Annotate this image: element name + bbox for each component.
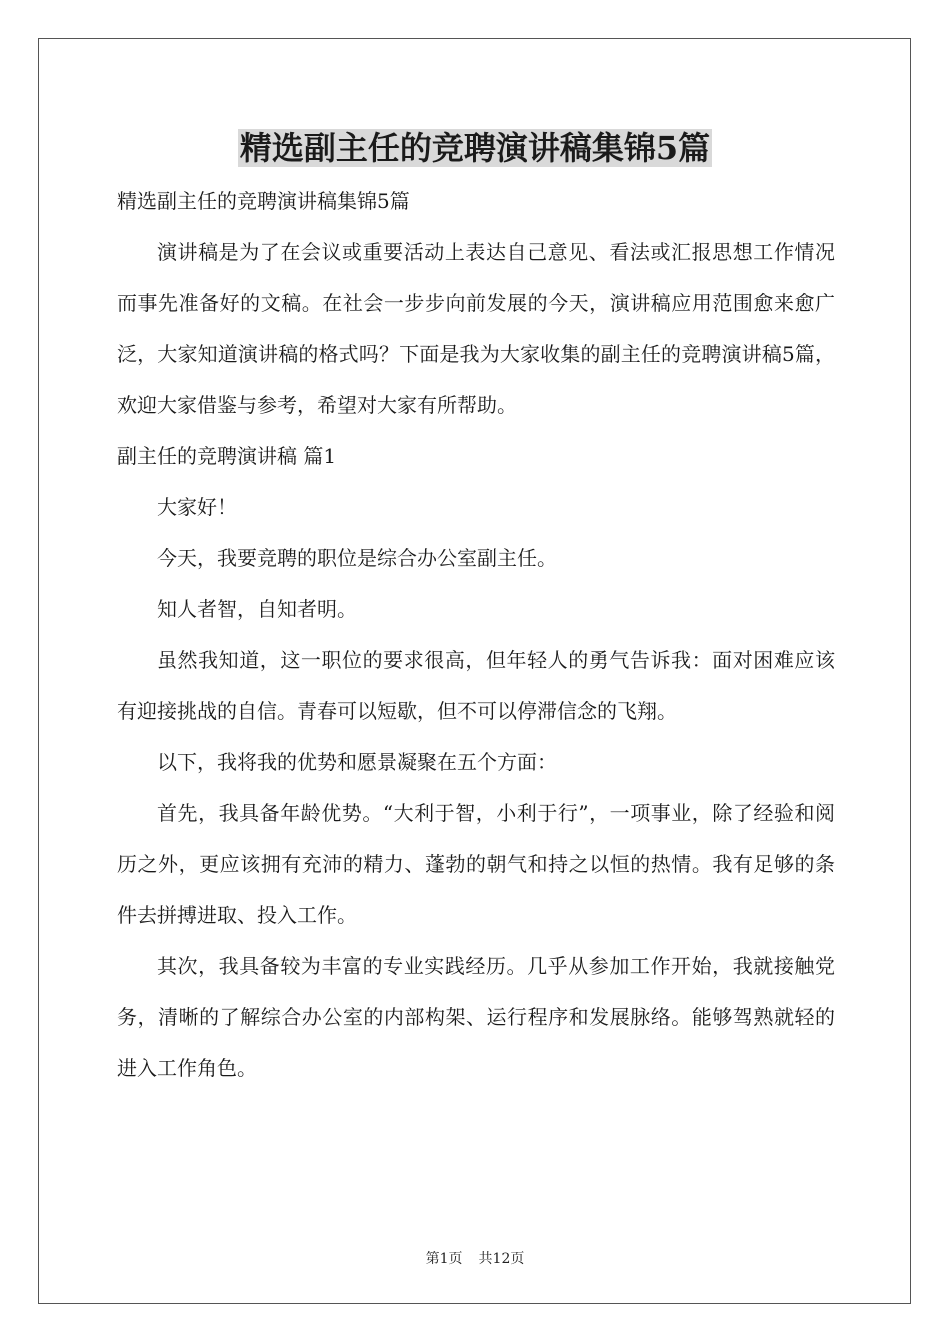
page-footer <box>0 1248 950 1268</box>
body-paragraph-second: 其次，我具备较为丰富的专业实践经历。几乎从参加工作开始，我就接触党务，清晰的了解综合办公室的内部构架、运行程序和发展脉络。能够驾熟就轻的进入工作角色。 <box>117 954 835 1080</box>
body-paragraph-position: 今天，我要竞聘的职位是综合办公室副主任。 <box>157 546 557 570</box>
body-paragraph-courage: 虽然我知道，这一职位的要求很高，但年轻人的勇气告诉我：面对困难应该有迎接挑战的自信。青春可以短歇，但不可以停滞信念的飞翔。 <box>117 648 835 723</box>
document-body <box>117 176 835 1094</box>
intro-paragraph: 演讲稿是为了在会议或重要活动上表达自己意见、看法或汇报思想工作情况而事先准备好的文稿。在社会一步步向前发展的今天，演讲稿应用范围愈来愈广泛，大家知道演讲稿的格式吗？下面是我为大家收集的副主任的竞聘演讲稿5篇，欢迎大家借鉴与参考，希望对大家有所帮助。 <box>117 240 835 417</box>
document-title-text: 精选副主任的竞聘演讲稿集锦5篇 <box>239 129 711 167</box>
document-title <box>0 126 950 170</box>
body-paragraph-overview: 以下，我将我的优势和愿景凝聚在五个方面： <box>157 750 557 774</box>
body-paragraph-first: 首先，我具备年龄优势。“大利于智，小利于行”，一项事业，除了经验和阅历之外，更应该拥有充沛的精力、蓬勃的朝气和持之以恒的热情。我有足够的条件去拼搏进取、投入工作。 <box>117 801 835 927</box>
page-number: 第1页 <box>425 1251 463 1267</box>
body-paragraph-greeting: 大家好！ <box>157 495 237 519</box>
section-heading: 副主任的竞聘演讲稿 篇1 <box>117 444 337 468</box>
body-paragraph-quote: 知人者智，自知者明。 <box>157 597 357 621</box>
page-total: 共12页 <box>478 1251 525 1267</box>
subtitle-line: 精选副主任的竞聘演讲稿集锦5篇 <box>117 189 410 213</box>
